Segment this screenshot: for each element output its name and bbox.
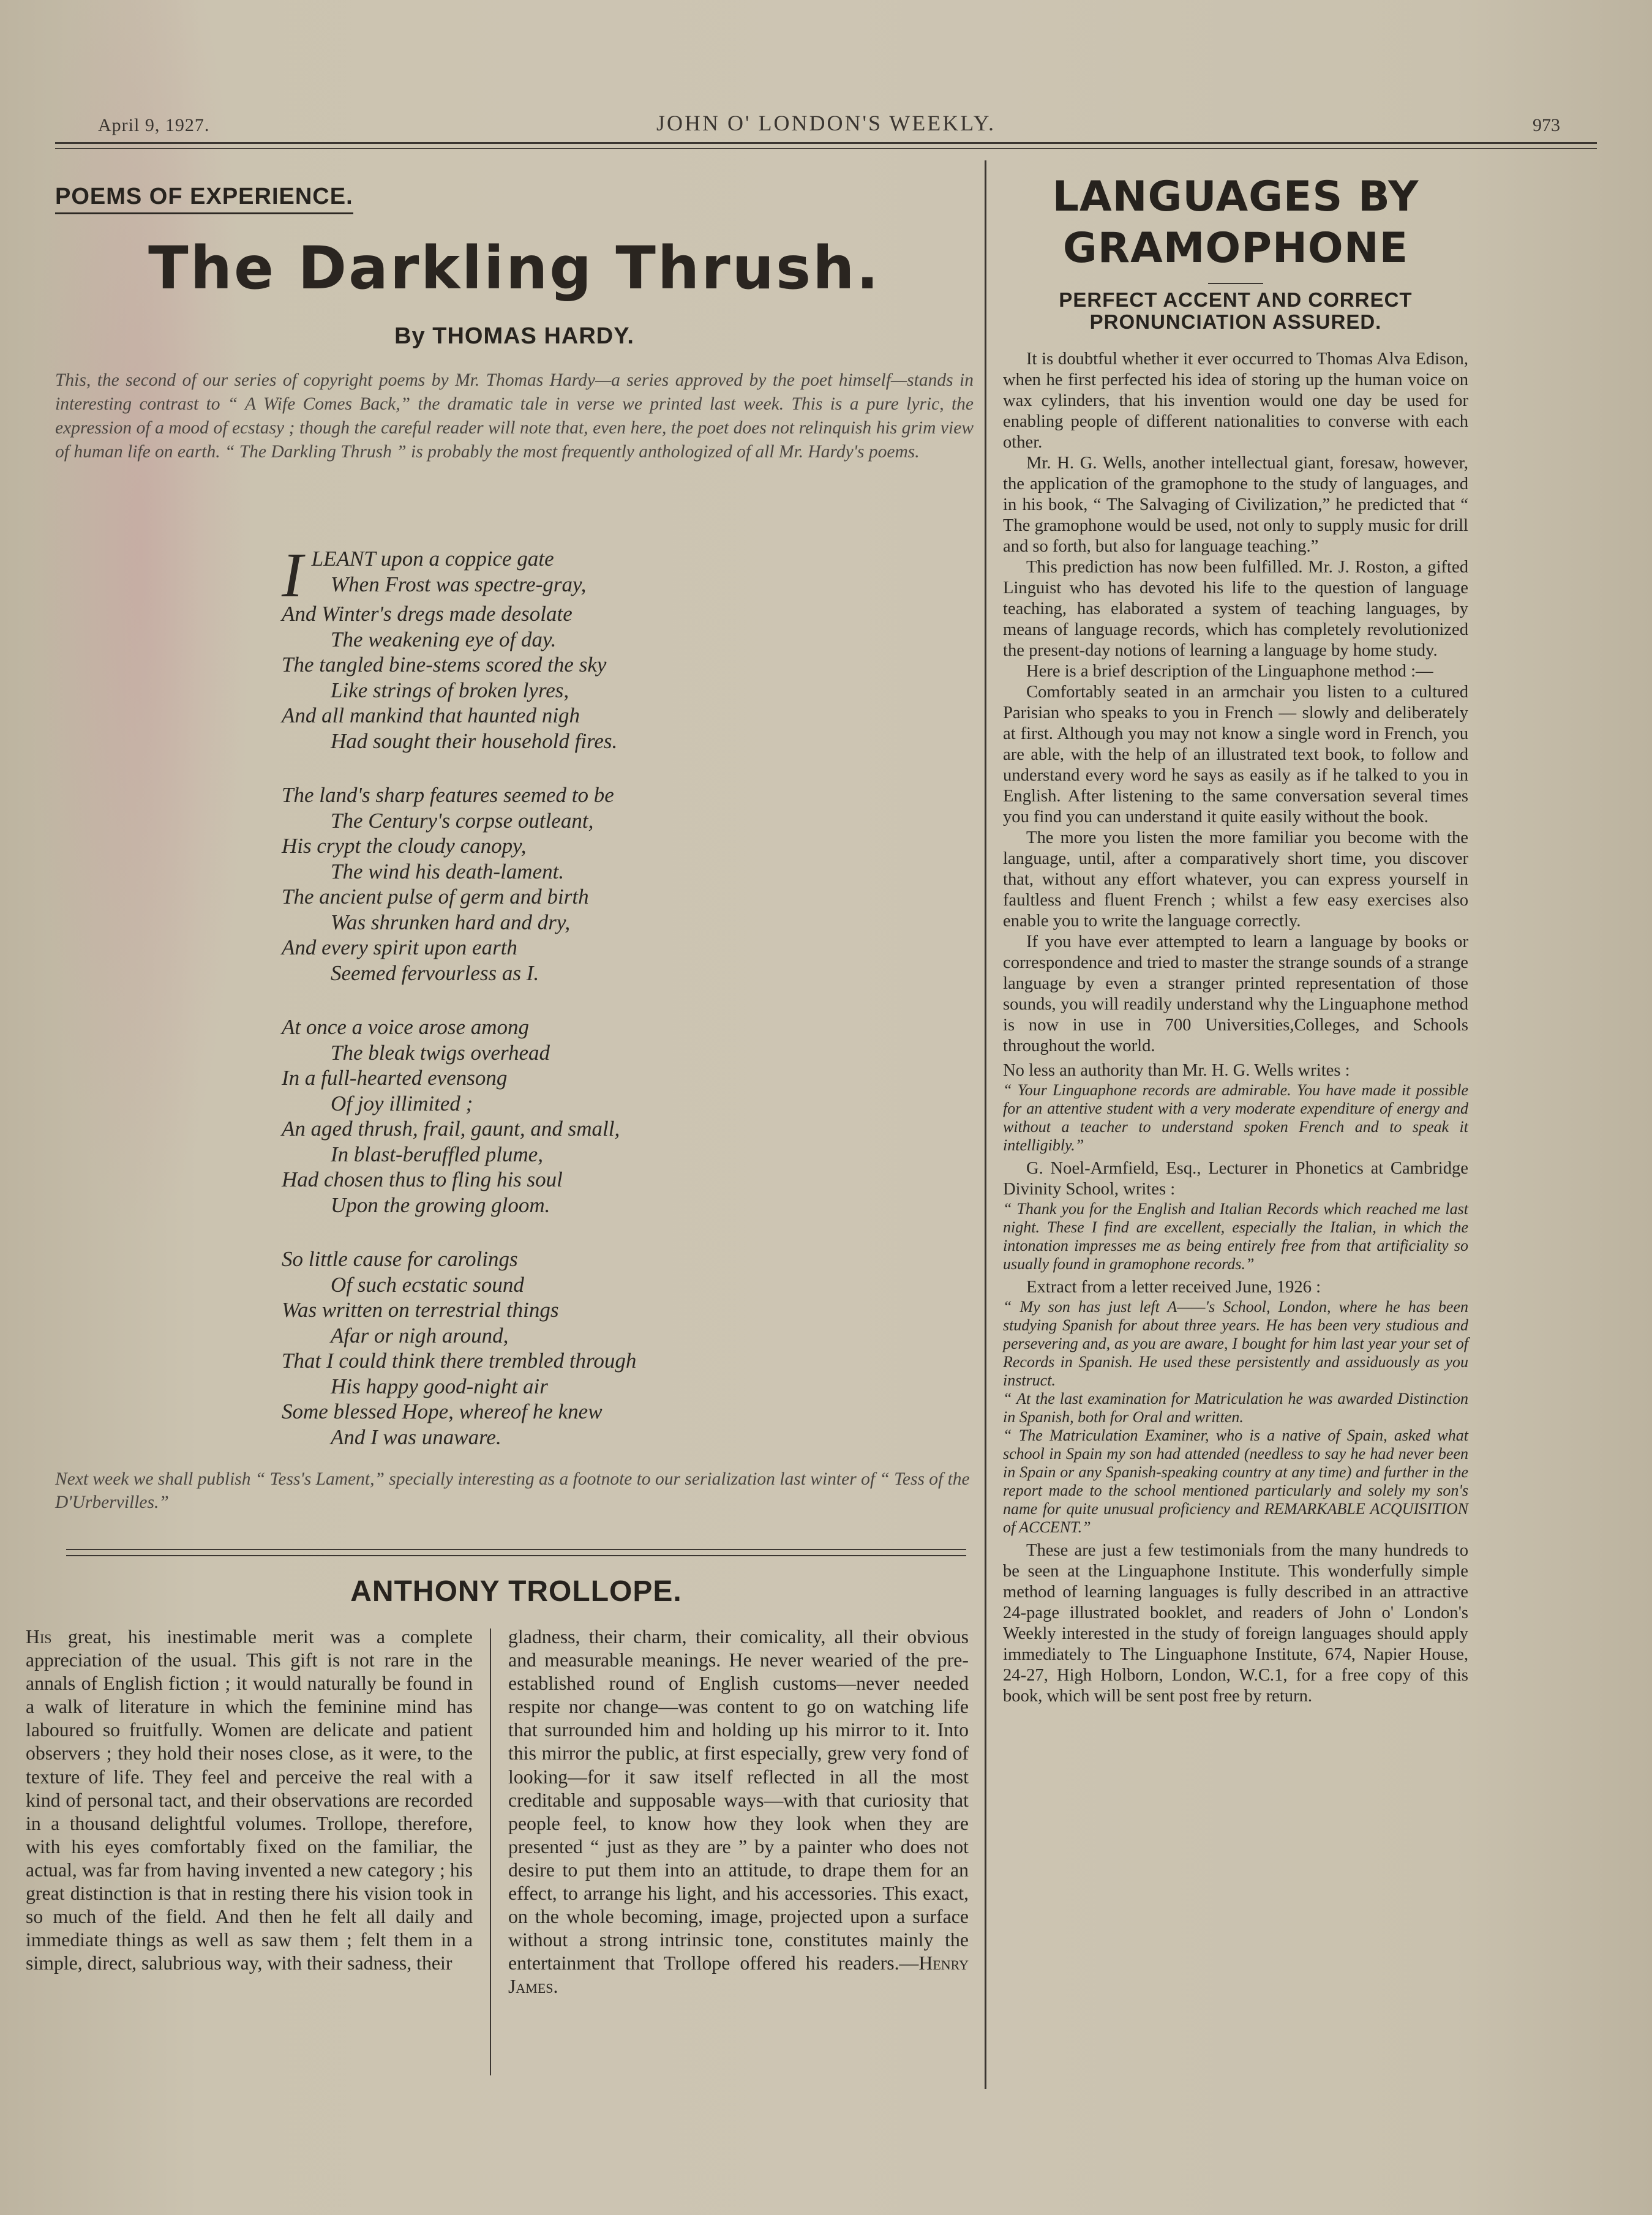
trollope-title: ANTHONY TROLLOPE. [350, 1575, 682, 1608]
poem-stanza-1 [282, 540, 833, 754]
testimonial-quote: “ My son has just left A——'s School, London, where he has been studying Spanish for about three years. He has been very studious and persevering and, as you are aware, I bought for him last year your set of Records in Spanish. He used these persistently and assiduously as you instruct. [1003, 1298, 1468, 1389]
running-head [55, 110, 1597, 147]
headline-rule [1208, 283, 1263, 284]
poem-line: The Century's corpse outleant, [331, 808, 594, 833]
poem-line: So little cause for carolings [282, 1247, 518, 1271]
poem-line: When Frost was spectre-gray, [331, 572, 587, 596]
poem-title: The Darkling Thrush. [148, 234, 880, 302]
section-rule [66, 1549, 966, 1550]
trollope-signature: Henry James. [508, 1952, 969, 1998]
poem-byline: By THOMAS HARDY. [394, 323, 634, 349]
header-rule-thin [55, 148, 1597, 149]
poem-line: Had sought their household fires. [331, 729, 618, 753]
paragraph: These are just a few testimonials from the many hundreds to be seen at the Linguaphone Institute. This wonderfully simple method of learning languages is fully described in an attractive 24-page illustrated booklet, and readers of John o' London's Weekly interested in the study of foreign languages should apply immediately to The Linguaphone Institute, 674, Napier House, 24-27, High Holborn, London, W.C.1, for a free copy of this book, which will be sent post free by return. [1003, 1541, 1468, 1706]
poem-line: At once a voice arose among [282, 1015, 530, 1039]
testimonial-quote: “ Your Linguaphone records are admirable. You have made it possible for an attentive student with a very moderate expenditure of energy and without a teacher to understand spoken French and to speak it intelligibly.” [1003, 1081, 1468, 1154]
paragraph: Mr. H. G. Wells, another intellectual giant, foresaw, however, the application of the gramophone to the study of languages, and in his book, “ The Salvaging of Civilization,” he predicted that “ The gramophone would be used, not only to supply music for drill and so forth, but also for language teaching.” [1003, 454, 1468, 556]
testimonial-quote: “ At the last examination for Matriculation he was awarded Distinction in Spanish, both for Oral and written. [1003, 1390, 1468, 1426]
linguaphone-headline: LANGUAGES BY GRAMOPHONE [1052, 173, 1419, 272]
poem-stanza-4 [282, 1246, 833, 1450]
poem-line: Like strings of broken lyres, [331, 678, 569, 702]
testimonial-quote: “ The Matriculation Examiner, who is a native of Spain, asked what school in Spain my son had attended (needless to say he had never been in Spain or any Spanish-speaking country at any time) and further in the report made to the school mentioned particularly and solely my son's name for quite unusual proficiency and REMARKABLE ACQUISITION of ACCENT.” [1003, 1426, 1468, 1536]
poem-line: The land's sharp features seemed to be [282, 783, 614, 807]
poem-line: And every spirit upon earth [282, 935, 517, 959]
poem-line: Was shrunken hard and dry, [331, 910, 571, 934]
poem-line: The weakening eye of day. [331, 627, 557, 651]
poem-line: Some blessed Hope, whereof he knew [282, 1400, 603, 1423]
paragraph: G. Noel-Armfield, Esq., Lecturer in Phonetics at Cambridge Divinity School, writes : [1003, 1159, 1468, 1199]
paragraph: This prediction has now been fulfilled. Mr. J. Roston, a gifted Linguist who has devoted his life to the question of language teaching, has elaborated a system of teaching languages, by means of language records, which has completely revolutionized the present-day notions of learning a language by home study. [1003, 558, 1468, 660]
poem-line: LEANT upon a coppice gate [311, 547, 554, 571]
page-number: 973 [1533, 115, 1560, 135]
issue-date: April 9, 1927. [98, 115, 210, 135]
section-rule-thin [66, 1555, 966, 1556]
poem-line: And all mankind that haunted nigh [282, 703, 580, 727]
paragraph: The more you listen the more familiar you become with the language, until, after a comparatively short time, you discover that, without any effort whatever, you can express yourself in faultless and fluent French ; whilst a few easy exercises also enable you to write the language correctly. [1003, 828, 1468, 931]
poem-line: The tangled bine-stems scored the sky [282, 653, 607, 676]
poem-line: The bleak twigs overhead [331, 1040, 550, 1065]
trollope-text-1: great, his inestimable merit was a complete appreciation of the usual. This gift is not rare in the annals of English fiction ; it would naturally be found in a walk of literature in which the feminine mind has laboured so fruitfully. Women are delicate and patient observers ; they hold their noses close, as it were, to the texture of life. They feel and perceive the real with a kind of personal tact, and their observations are recorded in a thousand delightful volumes. Trollope, therefore, with his eyes comfortably fixed on the familiar, the actual, was far from having invented a new category ; his great distinction is that in resting there his vision took in so much of the field. And then he felt all daily and immediate things as well as saw them ; felt them in a simple, direct, salubrious way, with their sadness, their [26, 1626, 473, 1974]
trollope-lead-words: His [26, 1626, 52, 1647]
poem-line: Upon the growing gloom. [331, 1193, 550, 1217]
poem-line: In blast-beruffled plume, [331, 1142, 544, 1166]
poem-line: His crypt the cloudy canopy, [282, 834, 527, 858]
linguaphone-body [1003, 349, 1468, 1707]
poem-body [282, 540, 833, 1479]
poem-line: Of joy illimited ; [331, 1091, 473, 1115]
poem-line: His happy good-night air [331, 1374, 548, 1398]
linguaphone-subheadline: PERFECT ACCENT AND CORRECT PRONUNCIATION ASSURED. [1059, 288, 1413, 333]
poem-line: The wind his death-lament. [331, 859, 565, 883]
poem-intro: This, the second of our series of copyright poems by Mr. Thomas Hardy—a series approved by the poet himself—stands in interesting contrast to “ A Wife Comes Back,” the dramatic tale in verse we printed last week. This is a pure lyric, the expression of a mood of ecstasy ; though the careful reader will note that, even here, the poet does not relinquish his grim view of human life on earth. “ The Darkling Thrush ” is probably the most frequently anthologized of all Mr. Hardy's poems. [55, 370, 974, 462]
testimonial-quote: “ Thank you for the English and Italian Records which reached me last night. These I find are excellent, especially the Italian, in which the intonation impresses me as being entirely free from that artificiality so usually found in gramophone records.” [1003, 1200, 1468, 1273]
paragraph: No less an authority than Mr. H. G. Wells writes : [1003, 1061, 1350, 1080]
paragraph: If you have ever attempted to learn a language by books or correspondence and tried to master the strange sounds of a strange language by even a stranger printed representation of those sounds, you will readily understand why the Linguaphone method is now in use in 700 Universities,Colleges, and Schools throughout the world. [1003, 932, 1468, 1055]
paragraph: Here is a brief description of the Linguaphone method :— [1026, 662, 1433, 681]
publication-title: JOHN O' LONDON'S WEEKLY. [656, 111, 996, 135]
poem-line: And I was unaware. [331, 1425, 501, 1449]
trollope-column-divider [490, 1628, 491, 2075]
section-label: POEMS OF EXPERIENCE. [55, 184, 353, 214]
poem-line: Was written on terrestrial things [282, 1298, 559, 1322]
paragraph: Comfortably seated in an armchair you listen to a cultured Parisian who speaks to you in French — slowly and deliberately at first. Although you may not know a single word in French, you are able, with the help of an illustrated text book, to follow and understand every word he says as easily as if he talked to you in English. After listening to the same conversation several times you find you can understand it quite easily without the book. [1003, 683, 1468, 826]
poem-line: Afar or nigh around, [331, 1323, 509, 1347]
trollope-text-2: gladness, their charm, their comicality, all their obvious and measurable meanings. He never wearied of the pre-established round of English customs—never needed respite nor change—was content to go on watching life that surrounded him and holding up his mirror to it. Into this mirror the public, at first especially, grew very fond of looking—for it saw itself reflected in all the most creditable and supposable ways—with that curiosity that people feel, to know how they look when they are presented “ just as they are ” by a painter who does not desire to put them into an attitude, to drape them for an effect, to arrange his light, and his accessories. This exact, on the whole becoming, image, projected upon a surface without a strong intrinsic tone, constitutes mainly the entertainment that Trollope offered his readers.— [508, 1626, 969, 1974]
paragraph: Extract from a letter received June, 1926 : [1026, 1278, 1321, 1297]
header-rule [55, 142, 1597, 144]
poem-line: The ancient pulse of germ and birth [282, 885, 589, 909]
poem-stanza-3 [282, 1014, 833, 1218]
drop-cap: I [282, 540, 303, 610]
poem-line: Had chosen thus to fling his soul [282, 1167, 563, 1191]
poem-footnote: Next week we shall publish “ Tess's Lament,” specially interesting as a footnote to our serialization last winter of “ Tess of the D'Urbervilles.” [55, 1469, 970, 1512]
poem-line: In a full-hearted evensong [282, 1066, 508, 1090]
column-divider [985, 160, 986, 2089]
poem-line: Seemed fervourless as I. [331, 961, 539, 985]
trollope-column-1 [26, 1625, 473, 1975]
poem-line: And Winter's dregs made desolate [282, 602, 573, 626]
poem-stanza-2 [282, 782, 833, 986]
trollope-column-2 [508, 1625, 969, 1999]
paragraph: It is doubtful whether it ever occurred to Thomas Alva Edison, when he first perfected his idea of storing up the human voice on wax cylinders, that his invention would one day be used for enabling people of different nationalities to converse with each other. [1003, 350, 1468, 452]
poem-line: An aged thrush, frail, gaunt, and small, [282, 1117, 620, 1141]
poem-line: That I could think there trembled through [282, 1349, 637, 1373]
poem-line: Of such ecstatic sound [331, 1272, 524, 1297]
